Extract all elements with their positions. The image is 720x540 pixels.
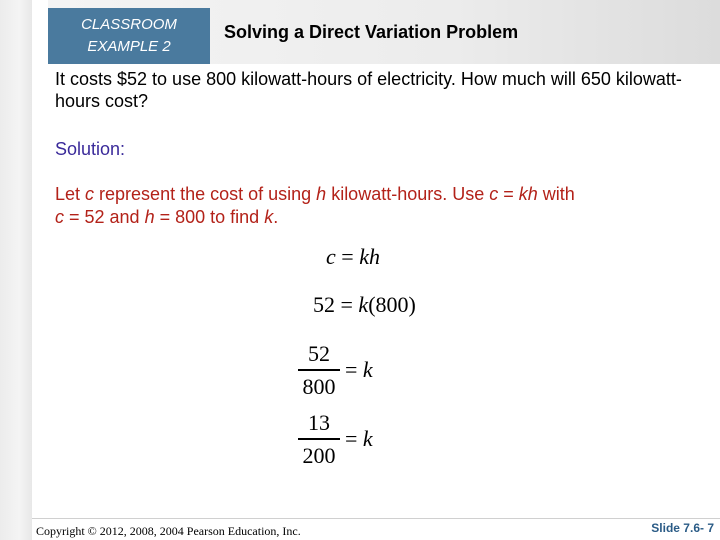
fraction-rhs: [345, 426, 373, 452]
badge-line-2: EXAMPLE 2: [87, 38, 171, 55]
eq-variable-k: k: [362, 357, 373, 382]
eq-lhs: 52: [313, 292, 335, 317]
slide-number: Slide 7.6- 7: [651, 521, 714, 535]
fraction-numerator: 13: [308, 410, 330, 435]
eq-relation: =: [345, 357, 363, 382]
explanation-text: with: [537, 184, 575, 204]
fraction-denominator: 200: [302, 443, 336, 468]
explanation-text: =: [498, 184, 519, 204]
copyright-notice: Copyright © 2012, 2008, 2004 Pearson Education, Inc.: [36, 524, 301, 538]
fraction-numerator: 52: [308, 341, 330, 366]
problem-statement: It costs $52 to use 800 kilowatt-hours of electricity. How much will 650 kilowatt-hours cost?: [55, 69, 682, 111]
variable-kh: kh: [518, 184, 538, 204]
eq-argument: (800): [368, 292, 416, 317]
classroom-example-badge: [48, 8, 210, 64]
fraction: [297, 409, 341, 469]
fraction: [297, 340, 341, 400]
slide-title: Solving a Direct Variation Problem: [224, 22, 519, 42]
explanation-text: kilowatt-hours. Use: [326, 184, 490, 204]
fraction-denominator: 800: [302, 374, 336, 399]
footer-divider: [32, 518, 720, 519]
left-margin-bar: [0, 0, 32, 540]
equation-substitution: [313, 292, 416, 318]
eq-variable-k: k: [358, 292, 369, 317]
eq-relation: =: [335, 244, 360, 269]
variable-h: h: [316, 184, 327, 204]
badge-line-1: CLASSROOM: [81, 16, 177, 33]
fraction-bar: [298, 369, 340, 371]
explanation-text: = 800 to find: [154, 207, 265, 227]
variable-k: k: [264, 207, 274, 227]
eq-relation: =: [335, 292, 359, 317]
eq-lhs: c: [326, 244, 336, 269]
variable-c: c: [489, 184, 499, 204]
variable-c: c: [85, 184, 95, 204]
explanation-text: represent the cost of using: [94, 184, 317, 204]
equation-c-equals-kh: [326, 244, 380, 270]
variable-h: h: [144, 207, 155, 227]
explanation-text: = 52 and: [64, 207, 145, 227]
variable-c: c: [55, 207, 64, 227]
fraction-bar: [298, 438, 340, 440]
eq-variable-k: k: [362, 426, 373, 451]
explanation-text: .: [273, 207, 279, 227]
solution-explanation: [55, 183, 705, 229]
explanation-text: Let: [55, 184, 86, 204]
eq-rhs: kh: [359, 244, 380, 269]
fraction-rhs: [345, 357, 373, 383]
solution-label: Solution:: [55, 139, 126, 159]
eq-relation: =: [345, 426, 363, 451]
